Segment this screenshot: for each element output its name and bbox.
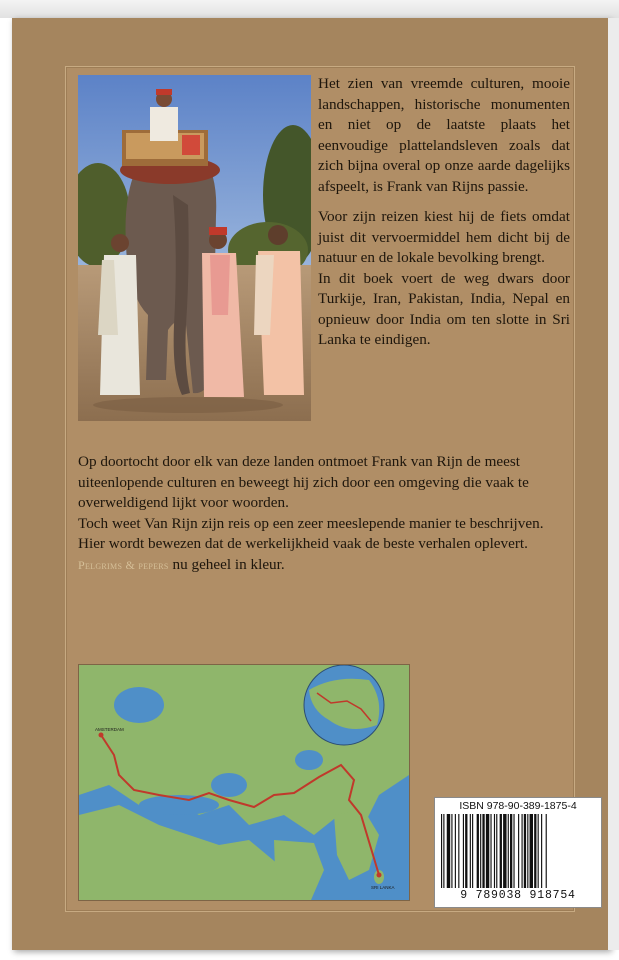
route-map <box>78 664 410 901</box>
cover-photo-elephant <box>78 75 311 421</box>
barcode-bar <box>500 814 502 888</box>
barcode-digits: 9 789038 918754 <box>460 889 576 902</box>
barcode-bar <box>496 814 497 888</box>
barcode-bar <box>510 814 512 888</box>
isbn-label: ISBN 978-90-389-1875-4 <box>459 800 577 812</box>
barcode-bar <box>486 814 489 888</box>
book-page-edge <box>608 18 619 950</box>
intro-paragraph: Het zien van vreemde culturen, mooie landschappen, historische monumenten en niet op de laatste plaats het eenvoudige plattelandsleven zoals dat zich bijna overal op onze aarde dagelijks afspeelt, is Frank van Rijns passie. <box>318 75 570 195</box>
brand-line <box>78 555 568 576</box>
brand-suffix: nu geheel in kleur. <box>168 555 285 573</box>
barcode-bar <box>451 814 452 888</box>
barcode-bar <box>518 814 519 888</box>
barcode-bar <box>447 814 450 888</box>
barcode-bar <box>546 814 547 888</box>
barcode-bar <box>538 814 539 888</box>
barcode-bar <box>443 814 444 888</box>
barcode-bar <box>482 814 484 888</box>
barcode-bar <box>458 814 459 888</box>
barcode-bar <box>513 814 514 888</box>
map-end-label: SRI LANKA <box>371 885 395 890</box>
barcode-bar <box>541 814 542 888</box>
book-title-mark: Pelgrims & pepers <box>78 557 169 572</box>
barcode-bar <box>472 814 473 888</box>
barcode-bar <box>455 814 456 888</box>
intro-text-column <box>318 74 570 361</box>
body-text <box>78 452 568 575</box>
barcode-bar <box>522 814 523 888</box>
barcode-bar <box>441 814 442 888</box>
barcode-bar <box>530 814 533 888</box>
barcode-bar <box>508 814 509 888</box>
body-paragraph: Toch weet Van Rijn zijn reis op een zeer meeslepende manier te beschrijven. Hier wordt bewezen dat de werkelijkheid vaak de beste verhalen oplevert. <box>78 514 544 552</box>
book-top-edge <box>0 0 619 18</box>
barcode-bar <box>463 814 464 888</box>
barcode-bar <box>465 814 467 888</box>
barcode-bar <box>503 814 506 888</box>
barcode-bars <box>441 814 595 888</box>
barcode-bar <box>490 814 491 888</box>
barcode-panel <box>434 797 602 908</box>
barcode-bar <box>524 814 526 888</box>
barcode-bar <box>477 814 479 888</box>
intro-paragraph: Voor zijn reizen kiest hij de fiets omdat juist dit vervoermiddel hem dicht bij de natuur en de lokale bevolking brengt. <box>318 208 570 266</box>
intro-paragraph: In dit boek voert de weg dwars door Turkije, Iran, Pakistan, India, Nepal en opnieuw door India om ten slotte in Sri Lanka te eindigen. <box>318 269 570 348</box>
map-start-label: AMSTERDAM <box>95 727 124 732</box>
barcode-bar <box>494 814 495 888</box>
barcode-bar <box>527 814 528 888</box>
barcode-bar <box>534 814 536 888</box>
body-paragraph: Op doortocht door elk van deze landen ontmoet Frank van Rijn de meest uiteenlopende culturen en beweegt hij zich door een omgeving die vaak te overweldigend lijkt voor woorden. <box>78 453 529 511</box>
barcode-bar <box>480 814 481 888</box>
barcode-bar <box>470 814 471 888</box>
